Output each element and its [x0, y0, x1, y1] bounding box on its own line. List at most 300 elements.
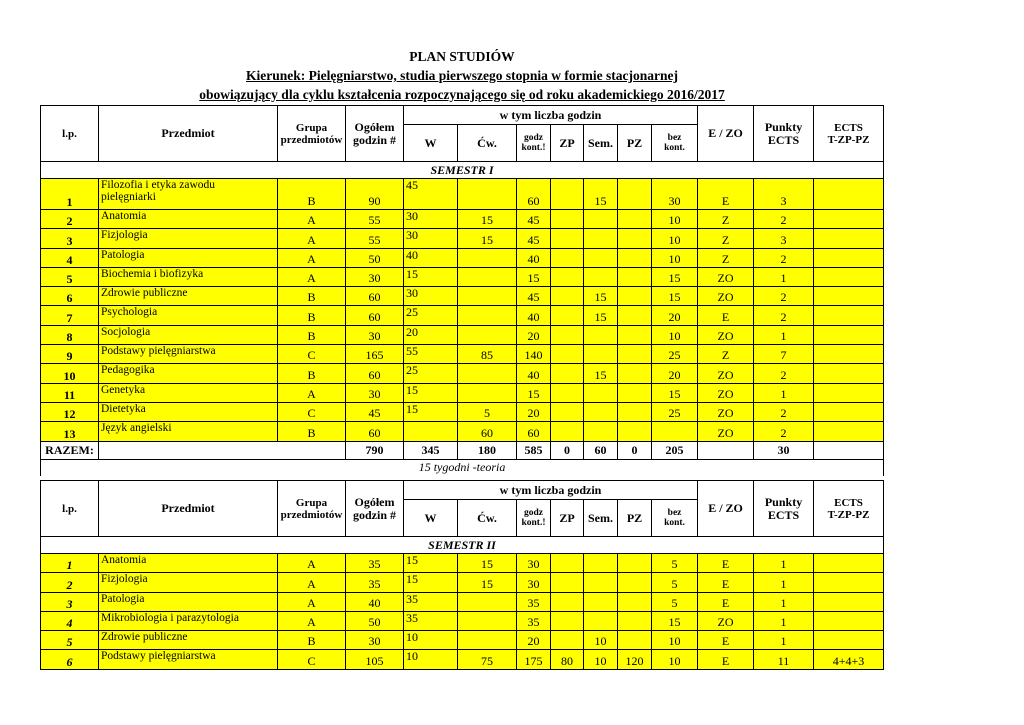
cell-cw [458, 592, 517, 611]
cell-ects: 2 [754, 248, 814, 267]
col-header-zp: ZP [551, 125, 584, 162]
cell-ects-breakdown [814, 611, 884, 630]
table-row [41, 306, 884, 325]
col-header-bez [652, 500, 698, 537]
cell-cw: 60 [458, 422, 517, 441]
cell-lp: 4 [41, 611, 99, 630]
cell-zp [551, 611, 584, 630]
cell-lp: 3 [41, 229, 99, 248]
col-header-sem: Sem. [584, 500, 618, 537]
semester-2-table [40, 480, 884, 670]
cell-subject: Socjologia [99, 325, 278, 344]
col-header-subject: Przedmiot [99, 106, 278, 162]
cell-godz: 20 [517, 631, 551, 650]
cell-bez: 25 [652, 345, 698, 364]
cell-w: 15 [404, 402, 458, 421]
col-header-subject: Przedmiot [99, 481, 278, 537]
cell-sem [584, 422, 618, 441]
cell-w: 10 [404, 650, 458, 669]
cell-total: 35 [346, 554, 404, 573]
cell-lp: 2 [41, 210, 99, 229]
cell-total: 50 [346, 248, 404, 267]
table-row [41, 210, 884, 229]
cell-ects-breakdown [814, 267, 884, 286]
cell-zp: 80 [551, 650, 584, 669]
col-header-tzp-line2: T-ZP-PZ [827, 508, 870, 521]
cell-zp [551, 554, 584, 573]
cell-lp: 1 [41, 554, 99, 573]
cell-ects-breakdown: 4+4+3 [814, 650, 884, 669]
col-header-pz: PZ [618, 125, 652, 162]
cell-cw [458, 325, 517, 344]
cell-godz: 40 [517, 306, 551, 325]
cell-group: A [278, 248, 346, 267]
cell-subject: Podstawy pielęgniarstwa [99, 345, 278, 364]
cell-sem [584, 573, 618, 592]
col-header-ects-breakdown [814, 481, 884, 537]
cell-zp [551, 383, 584, 402]
cell-ects: 7 [754, 345, 814, 364]
cell-zp [551, 364, 584, 383]
cell-total: 30 [346, 631, 404, 650]
cell-pz [618, 402, 652, 421]
cell-lp: 5 [41, 631, 99, 650]
cell-godz: 140 [517, 345, 551, 364]
cell-zp [551, 287, 584, 306]
table-row [41, 179, 884, 210]
cell-bez: 20 [652, 306, 698, 325]
semester-label: SEMESTR II [41, 537, 884, 554]
table-row [41, 248, 884, 267]
sum-total: 790 [346, 441, 404, 459]
cell-subject: Patologia [99, 248, 278, 267]
table-row [41, 422, 884, 441]
table-row [41, 267, 884, 286]
cell-ects: 2 [754, 210, 814, 229]
cell-w: 40 [404, 248, 458, 267]
cell-godz: 15 [517, 267, 551, 286]
cell-cw [458, 631, 517, 650]
cell-sem: 15 [584, 364, 618, 383]
table-row [41, 573, 884, 592]
cell-pz [618, 345, 652, 364]
cell-zp [551, 267, 584, 286]
cell-sem [584, 210, 618, 229]
cell-sem [584, 248, 618, 267]
cell-sem [584, 383, 618, 402]
table-row [41, 345, 884, 364]
col-header-bez-line1: bez [667, 508, 682, 518]
cell-lp: 7 [41, 306, 99, 325]
cell-subject: Genetyka [99, 383, 278, 402]
cell-group: B [278, 179, 346, 210]
cell-exam: Z [698, 229, 754, 248]
cell-sem: 15 [584, 306, 618, 325]
cell-sem [584, 592, 618, 611]
semester-label-row [41, 537, 884, 554]
cell-ects: 1 [754, 631, 814, 650]
cell-ects: 2 [754, 364, 814, 383]
cell-subject: Anatomia [99, 554, 278, 573]
cell-cw [458, 383, 517, 402]
sum-bez: 205 [652, 441, 698, 459]
cell-group: C [278, 650, 346, 669]
cell-lp: 10 [41, 364, 99, 383]
cell-ects-breakdown [814, 306, 884, 325]
sum-pz: 0 [618, 441, 652, 459]
document-header [0, 47, 924, 104]
cell-exam: E [698, 179, 754, 210]
cell-total: 55 [346, 210, 404, 229]
col-header-ects-breakdown [814, 106, 884, 162]
cell-ects: 2 [754, 422, 814, 441]
cell-total: 60 [346, 422, 404, 441]
cell-group: B [278, 325, 346, 344]
cell-ects: 1 [754, 573, 814, 592]
cell-cw: 75 [458, 650, 517, 669]
col-header-w: W [404, 125, 458, 162]
cell-bez: 5 [652, 554, 698, 573]
cell-w: 15 [404, 267, 458, 286]
col-header-total [346, 481, 404, 537]
col-header-godz-line1: godz [524, 508, 543, 518]
semester-label-row [41, 162, 884, 179]
sum-ects-breakdown [814, 441, 884, 459]
col-header-sem: Sem. [584, 125, 618, 162]
cell-subject: Język angielski [99, 422, 278, 441]
col-header-tzp-line2: T-ZP-PZ [827, 133, 870, 146]
cell-bez: 15 [652, 287, 698, 306]
cell-total: 35 [346, 573, 404, 592]
cell-godz: 45 [517, 210, 551, 229]
sum-spacer [99, 441, 346, 459]
cell-ects-breakdown [814, 248, 884, 267]
cell-pz [618, 267, 652, 286]
cell-w: 25 [404, 364, 458, 383]
cell-zp [551, 179, 584, 210]
col-header-bez-line1: bez [667, 133, 682, 143]
cell-total: 105 [346, 650, 404, 669]
cell-exam: ZO [698, 383, 754, 402]
cell-group: A [278, 592, 346, 611]
cell-godz: 30 [517, 573, 551, 592]
cell-ects: 2 [754, 287, 814, 306]
cell-ects-breakdown [814, 422, 884, 441]
cell-lp: 4 [41, 248, 99, 267]
cell-godz: 20 [517, 402, 551, 421]
cell-w: 30 [404, 229, 458, 248]
col-header-hours-group: w tym liczba godzin [404, 106, 698, 125]
cell-group: A [278, 573, 346, 592]
cell-bez: 30 [652, 179, 698, 210]
sum-cw: 180 [458, 441, 517, 459]
col-header-group [278, 481, 346, 537]
cell-zp [551, 306, 584, 325]
cell-total: 165 [346, 345, 404, 364]
table-header-row [41, 481, 884, 500]
table-row [41, 229, 884, 248]
cell-lp: 9 [41, 345, 99, 364]
cell-godz: 40 [517, 248, 551, 267]
cell-w: 30 [404, 210, 458, 229]
cell-pz [618, 592, 652, 611]
col-header-group-line2: przedmiotów [280, 133, 343, 146]
cell-ects: 1 [754, 267, 814, 286]
cell-zp [551, 229, 584, 248]
cell-bez: 5 [652, 573, 698, 592]
cell-exam: Z [698, 345, 754, 364]
cell-lp: 1 [41, 179, 99, 210]
cell-pz [618, 287, 652, 306]
cell-bez: 10 [652, 210, 698, 229]
cell-pz [618, 364, 652, 383]
cell-pz [618, 325, 652, 344]
cell-ects-breakdown [814, 179, 884, 210]
cell-sem [584, 267, 618, 286]
table-row [41, 611, 884, 630]
col-header-ects-line1: Punkty [764, 119, 803, 134]
cell-lp: 5 [41, 267, 99, 286]
col-header-godz [517, 125, 551, 162]
cell-exam: ZO [698, 611, 754, 630]
cell-zp [551, 573, 584, 592]
cell-cw [458, 364, 517, 383]
cell-subject-line1: Filozofia i etyka zawodu [101, 179, 216, 191]
cell-subject: Dietetyka [99, 402, 278, 421]
cell-sem [584, 345, 618, 364]
semester-label: SEMESTR I [41, 162, 884, 179]
col-header-ects-line1: Punkty [764, 494, 803, 509]
col-header-group [278, 106, 346, 162]
col-header-godz [517, 500, 551, 537]
cell-godz: 45 [517, 229, 551, 248]
cell-lp: 13 [41, 422, 99, 441]
cell-total: 55 [346, 229, 404, 248]
cell-cw [458, 287, 517, 306]
sum-sem: 60 [584, 441, 618, 459]
cell-zp [551, 631, 584, 650]
cell-bez: 10 [652, 631, 698, 650]
cell-pz [618, 179, 652, 210]
cell-bez [652, 422, 698, 441]
document-title: PLAN STUDIÓW [409, 49, 515, 64]
cell-lp: 12 [41, 402, 99, 421]
cell-subject-line2: pielęgniarki [101, 191, 156, 203]
cell-w: 35 [404, 592, 458, 611]
cell-exam: ZO [698, 325, 754, 344]
sum-exam [698, 441, 754, 459]
cell-group: A [278, 210, 346, 229]
cell-w: 15 [404, 554, 458, 573]
cell-total: 60 [346, 306, 404, 325]
cell-total: 30 [346, 267, 404, 286]
cell-subject: Zdrowie publiczne [99, 631, 278, 650]
cell-subject: Anatomia [99, 210, 278, 229]
col-header-total-line1: Ogółem [354, 494, 395, 509]
col-header-exam: E / ZO [698, 481, 754, 537]
cell-group: B [278, 631, 346, 650]
col-header-godz-line2: kont.! [521, 518, 546, 528]
cell-zp [551, 248, 584, 267]
sum-row [41, 441, 884, 459]
cell-cw [458, 611, 517, 630]
cell-exam: ZO [698, 402, 754, 421]
cell-ects: 1 [754, 554, 814, 573]
cell-lp: 6 [41, 287, 99, 306]
col-header-group-line1: Grupa [295, 496, 328, 509]
table-row [41, 554, 884, 573]
cell-subject: Podstawy pielęgniarstwa [99, 650, 278, 669]
cell-sem: 10 [584, 631, 618, 650]
cell-cw: 15 [458, 573, 517, 592]
col-header-cw: Ćw. [458, 500, 517, 537]
cell-cw [458, 267, 517, 286]
table-header-row [41, 106, 884, 125]
cell-godz: 35 [517, 611, 551, 630]
cell-ects-breakdown [814, 345, 884, 364]
col-header-total-line2: godzin # [352, 132, 396, 147]
table-row [41, 631, 884, 650]
cell-ects: 1 [754, 325, 814, 344]
col-header-ects-line2: ECTS [767, 132, 800, 147]
cell-total: 50 [346, 611, 404, 630]
cell-lp: 11 [41, 383, 99, 402]
col-header-tzp-line1: ECTS [834, 496, 863, 509]
cell-exam: E [698, 573, 754, 592]
cell-pz [618, 210, 652, 229]
cell-group: A [278, 554, 346, 573]
cell-ects: 11 [754, 650, 814, 669]
cell-total: 60 [346, 364, 404, 383]
sum-ects: 30 [754, 441, 814, 459]
cell-pz [618, 248, 652, 267]
table-row [41, 592, 884, 611]
cell-ects: 2 [754, 402, 814, 421]
cell-w: 15 [404, 573, 458, 592]
table-row [41, 402, 884, 421]
cell-godz: 45 [517, 287, 551, 306]
table-row [41, 325, 884, 344]
cell-zp [551, 210, 584, 229]
col-header-group-line2: przedmiotów [280, 508, 343, 521]
cell-cw: 85 [458, 345, 517, 364]
cell-sem: 10 [584, 650, 618, 669]
cell-exam: Z [698, 210, 754, 229]
cell-sem [584, 402, 618, 421]
semester-note: 15 tygodni -teoria [41, 459, 884, 476]
cell-ects-breakdown [814, 631, 884, 650]
cell-subject: Fizjologia [99, 573, 278, 592]
cell-total: 45 [346, 402, 404, 421]
cell-exam: E [698, 592, 754, 611]
cell-bez: 10 [652, 650, 698, 669]
cell-sem [584, 554, 618, 573]
cell-subject: Zdrowie publiczne [99, 287, 278, 306]
cell-group: B [278, 364, 346, 383]
cell-bez: 15 [652, 267, 698, 286]
cell-w [404, 422, 458, 441]
cell-cw [458, 306, 517, 325]
cell-godz: 20 [517, 325, 551, 344]
cell-exam: E [698, 306, 754, 325]
col-header-ects [754, 481, 814, 537]
cell-w: 10 [404, 631, 458, 650]
cell-exam: Z [698, 248, 754, 267]
cell-pz [618, 383, 652, 402]
cell-godz: 15 [517, 383, 551, 402]
cell-cw [458, 248, 517, 267]
cell-total: 30 [346, 325, 404, 344]
col-header-cw: Ćw. [458, 125, 517, 162]
cell-godz: 35 [517, 592, 551, 611]
cell-w: 45 [404, 179, 458, 210]
document-subtitle-program: Kierunek: Pielęgniarstwo, studia pierwszego stopnia w formie stacjonarnej [246, 68, 678, 83]
cell-ects-breakdown [814, 592, 884, 611]
cell-ects-breakdown [814, 325, 884, 344]
cell-exam: ZO [698, 422, 754, 441]
cell-ects: 1 [754, 611, 814, 630]
cell-bez: 5 [652, 592, 698, 611]
cell-zp [551, 592, 584, 611]
cell-total: 60 [346, 287, 404, 306]
cell-w: 30 [404, 287, 458, 306]
col-header-exam: E / ZO [698, 106, 754, 162]
cell-godz: 175 [517, 650, 551, 669]
cell-ects-breakdown [814, 554, 884, 573]
cell-bez: 20 [652, 364, 698, 383]
cell-ects: 1 [754, 592, 814, 611]
cell-group: B [278, 306, 346, 325]
col-header-zp: ZP [551, 500, 584, 537]
cell-ects: 3 [754, 229, 814, 248]
cell-exam: E [698, 650, 754, 669]
cell-bez: 10 [652, 325, 698, 344]
cell-group: A [278, 267, 346, 286]
col-header-group-line1: Grupa [295, 121, 328, 134]
cell-godz: 60 [517, 179, 551, 210]
sum-w: 345 [404, 441, 458, 459]
cell-bez: 15 [652, 611, 698, 630]
cell-exam: ZO [698, 267, 754, 286]
cell-w: 15 [404, 383, 458, 402]
note-row [41, 459, 884, 476]
sum-godz: 585 [517, 441, 551, 459]
cell-subject: Psychologia [99, 306, 278, 325]
sum-zp: 0 [551, 441, 584, 459]
cell-subject [99, 179, 278, 210]
cell-zp [551, 402, 584, 421]
cell-ects-breakdown [814, 364, 884, 383]
col-header-total-line2: godzin # [352, 507, 396, 522]
cell-ects-breakdown [814, 229, 884, 248]
cell-exam: ZO [698, 364, 754, 383]
col-header-lp: l.p. [41, 481, 99, 537]
cell-ects-breakdown [814, 383, 884, 402]
cell-pz [618, 631, 652, 650]
cell-pz [618, 422, 652, 441]
col-header-pz: PZ [618, 500, 652, 537]
cell-w: 20 [404, 325, 458, 344]
cell-pz: 120 [618, 650, 652, 669]
cell-lp: 3 [41, 592, 99, 611]
col-header-hours-group: w tym liczba godzin [404, 481, 698, 500]
col-header-total-line1: Ogółem [354, 119, 395, 134]
cell-bez: 10 [652, 248, 698, 267]
col-header-bez-line2: kont. [664, 518, 685, 528]
cell-sem [584, 325, 618, 344]
cell-group: A [278, 383, 346, 402]
cell-bez: 10 [652, 229, 698, 248]
